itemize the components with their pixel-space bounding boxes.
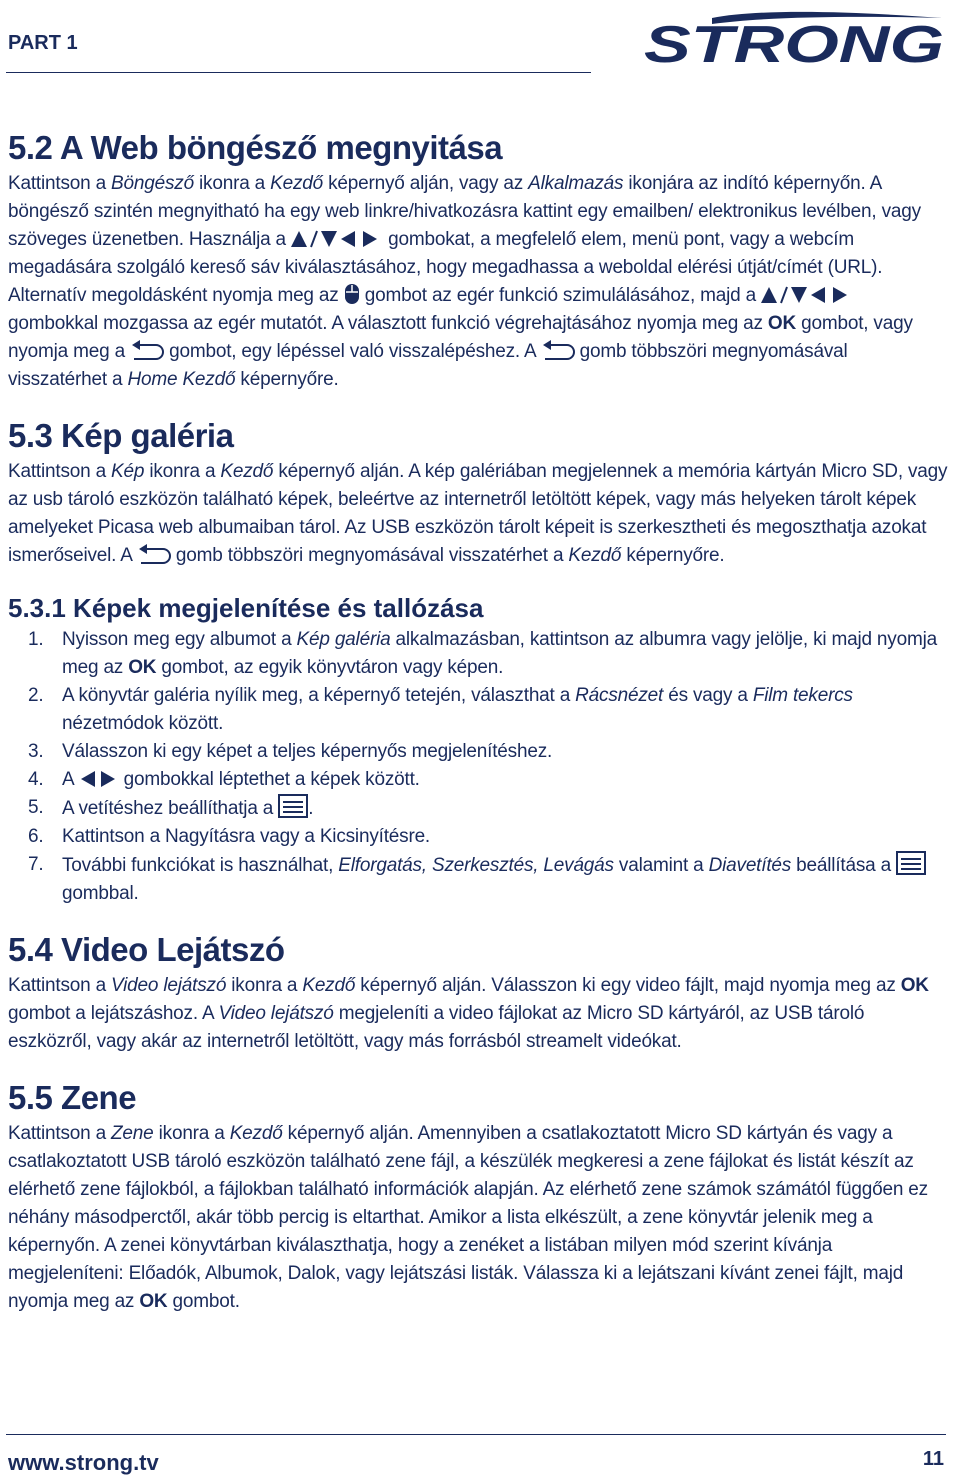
list-item: 5. A vetítéshez beállíthatja a . <box>8 794 948 823</box>
section-title-video: 5.4 Video Lejátszó <box>8 931 285 968</box>
mouse-button-icon <box>344 283 360 305</box>
logo-text: STRONG <box>644 16 944 72</box>
gallery-paragraph: Kattintson a Kép ikonra a Kezdő képernyő alján. A kép galériában megjelennek a memória kártyán Micro SD, vagy az usb tároló eszközön található képek, beleértve az internetről letöltött képek, vagy más helyeken tárolt képek amelyeket Picasa web albumaiban tárol. Az USB eszközön tárolt képeit is szerkesztheti és megoszthatja azokat ismerőseivel. A gomb többszöri megnyomásával visszatérhet a Kezdő képernyőre. <box>8 461 948 566</box>
list-item: 6. Kattintson a Nagyításra vagy a Kicsinyítésre. <box>28 826 431 847</box>
back-button-icon <box>541 339 575 361</box>
music-paragraph: Kattintson a Zene ikonra a Kezdő képernyő alján. Amennyiben a csatlakoztatott Micro SD kártyán és vagy a csatlakoztatott USB tároló eszközön található zene fájl, a készülék megkeresi a zene fájlokat és listát készít az elérhető zene fájlokból, a fájlokban található információk alapján. Az elérhető zene számok számától függően ez néhány másodperctől, akár több percig is eltarthat. Amikor a lista elkészült, a zene könyvtár jelenik meg a képernyőn. A zenei könyvtárban kiválaszthatja, hogy a zenéket a listában milyen mód szerint kívánja megjeleníteni: Előadók, Albumok, Dalok, vagy lejátszási listák. Válassza ki a lejátszani kívánt zenei fájlt, majd nyomja meg az OK gombot. <box>8 1123 928 1312</box>
list-item: 4. A gombokkal léptethet a képek között. <box>28 769 420 790</box>
section-title-web: 5.2 A Web böngésző megnyitása <box>8 129 503 166</box>
menu-button-icon <box>896 851 926 875</box>
page-number: 11 <box>922 1448 944 1470</box>
list-item: 3. Válasszon ki egy képet a teljes képernyős megjelenítéshez. <box>28 741 553 762</box>
list-item: 7. További funkciókat is használhat, Elforgatás, Szerkesztés, Levágás valamint a Diavetítés beállítása a gombbal. <box>8 851 948 908</box>
left-right-arrows-icon <box>79 769 119 789</box>
footer-url[interactable]: www.strong.tv <box>8 1450 159 1475</box>
footer-divider <box>6 1434 946 1435</box>
part-label: PART 1 <box>8 32 78 54</box>
main-content <box>8 126 948 1316</box>
browse-steps <box>8 626 948 908</box>
section-title-music: 5.5 Zene <box>8 1079 137 1116</box>
back-button-icon <box>130 339 164 361</box>
arrow-keys-icon <box>761 285 853 305</box>
list-item: 1. Nyisson meg egy albumot a Kép galéria alkalmazásban, kattintson az albumra vagy jelölje, ki majd nyomja meg az OK gombot, az egyik könyvtáron vagy képen. <box>28 629 937 678</box>
video-paragraph: Kattintson a Video lejátszó ikonra a Kezdő képernyő alján. Válasszon ki egy video fájlt, majd nyomja meg az OK gombot a lejátszáshoz. A Video lejátszó megjeleníti a video fájlokat az Micro SD kártyáról, az USB tároló eszközről, vagy akár az internetről letöltött, vagy más forrásból streamelt videókat. <box>8 975 929 1052</box>
list-item: 2. A könyvtár galéria nyílik meg, a képernyő tetején, választhat a Rácsnézet és vagy a Film tekercs nézetmódok között. <box>28 685 853 734</box>
header-divider <box>6 72 591 73</box>
arrow-keys-icon <box>291 229 383 249</box>
back-button-icon <box>137 543 171 565</box>
menu-button-icon <box>278 794 308 818</box>
web-paragraph: Kattintson a Böngésző ikonra a Kezdő képernyő alján, vagy az Alkalmazás ikonjára az indító képernyőn. A böngésző szintén megnyitható ha egy web linkre/hivatkozásra kattint egy emailben/ elektronikus levélben, vagy szöveges üzenetben. Használja a gombokat, a megfelelő elem, menü pont, vagy a webcím megadására szolgáló kereső sáv kiválasztásához, hogy megadhassa a weboldal elérési útját/címét (URL). Alternatív megoldásként nyomja meg az gombot az egér funkció szimulálásához, majd a gombokkal mozgassa az egér mutatót. A választott funkció végrehajtásához nyomja meg az OK gombot, vagy nyomja meg a gombot, egy lépéssel való visszalépéshez. A gomb többszöri megnyomásával visszatérhet a Home Kezdő képernyőre. <box>8 173 921 390</box>
section-title-gallery: 5.3 Kép galéria <box>8 417 234 454</box>
subsection-title-browse: 5.3.1 Képek megjelenítése és tallózása <box>8 593 484 623</box>
strong-logo <box>642 10 948 72</box>
